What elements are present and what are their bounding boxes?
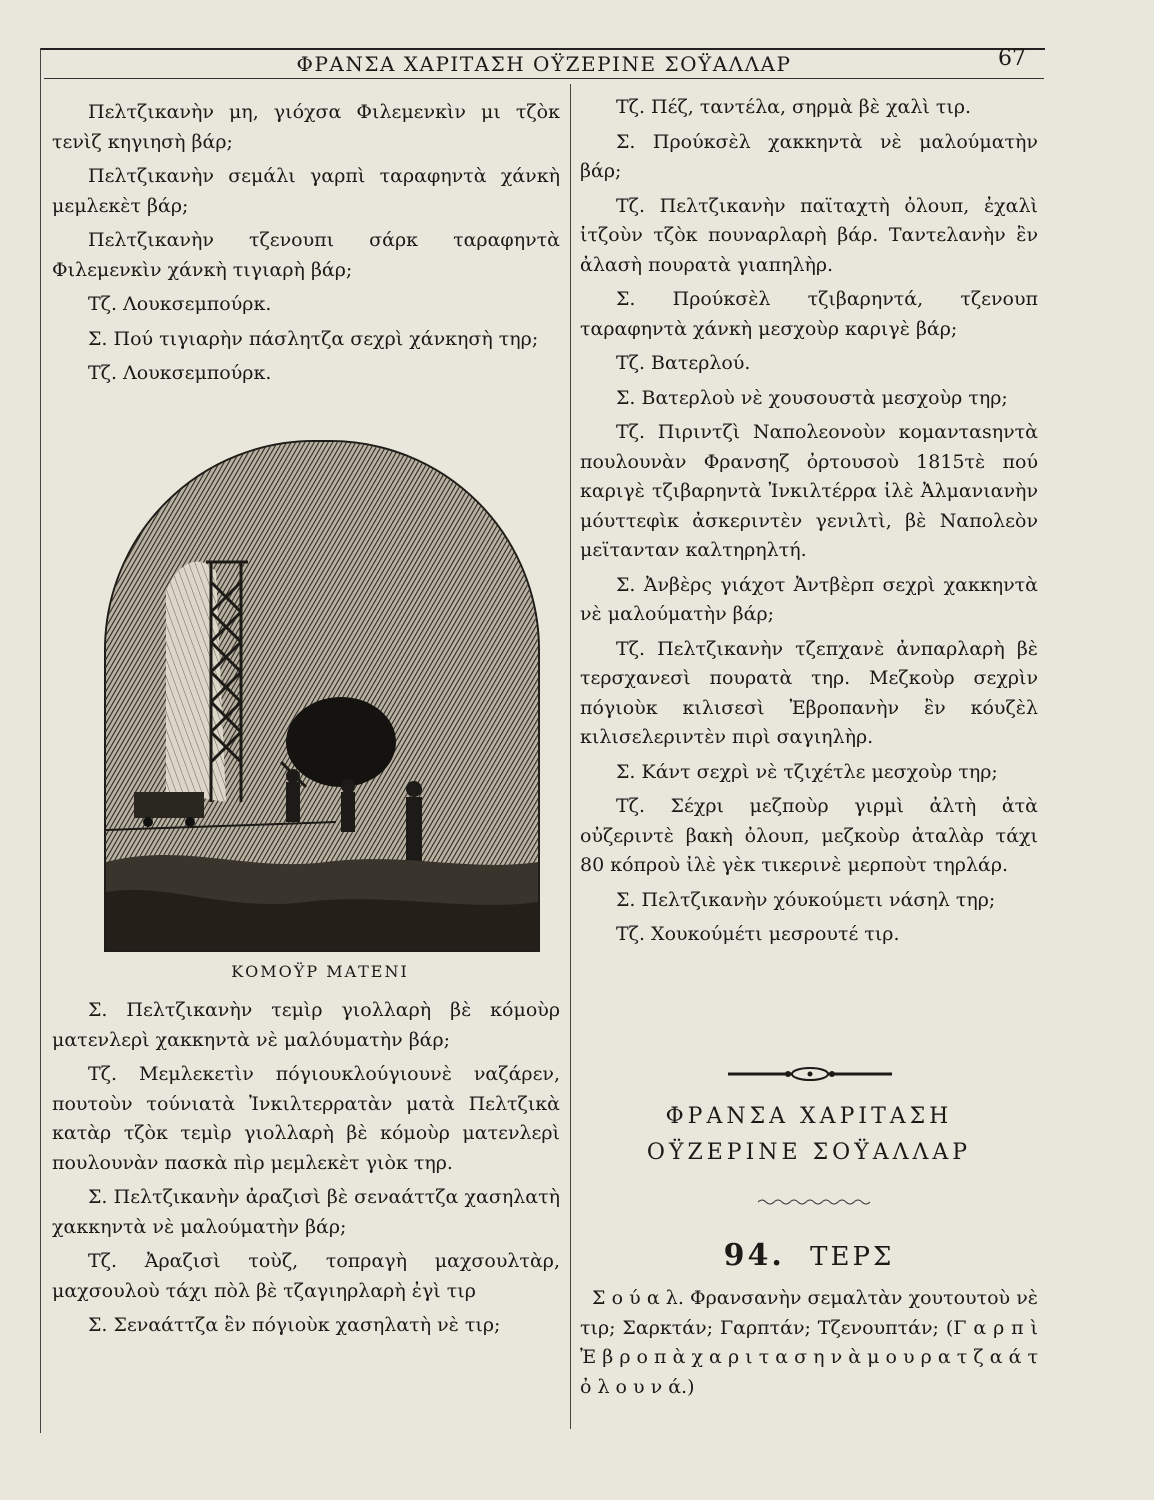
entry-number: 94. [723, 1238, 785, 1273]
paragraph: Τζ. Πελτζικανὴν τζεπχανὲ ἀνπαρλαρὴ βὲ τερσχανεσὶ πουρατὰ τηρ. Μεζκοὺρ σεχρὶν πόγιοὺκ κιλισεσὶ Ἐβροπανὴν ἒν κόυζὲλ κιλισελεριντὲν πιρὶ σαγιηλὴρ. [580, 637, 1038, 748]
paragraph: Τζ. Λουκσεμπούρκ. [88, 293, 272, 315]
paragraph: Πελτζικανὴν μη, γιόχσα Φιλεμενκὶν μι τζὸκ τενὶζ κηγιησὴ βάρ; [52, 101, 560, 153]
left-column-bottom-text [52, 996, 560, 1341]
paragraph: Τζ. Πέζ, ταντέλα, σηρμὰ βὲ χαλὶ τιρ. [616, 96, 972, 118]
paragraph: Σ. Βατερλοὺ νὲ χουσουστὰ μεσχοὺρ τηρ; [616, 386, 1008, 409]
paragraph: Τζ. Μεμλεκετὶν πόγιουκλούγιουνὲ ναζάρεν, πουτοὺν τούνιατὰ Ἰνκιλτερρατὰν ματὰ Πελτζικὰ κατὰρ τζὸκ τεμὶρ γιολλαρὴ βὲ κόμοὺρ ματενλερὶ πουλουνὰν πασκὰ πὶρ μεμλεκὲτ γιὸκ τηρ. [52, 1063, 560, 1174]
page-frame-left-rule [40, 48, 41, 1433]
entry-title: ΤΕΡΣ [810, 1242, 895, 1272]
paragraph: Τζ. Χουκούμέτι μεσρουτέ τιρ. [616, 923, 900, 945]
paragraph: Τζ. Πελτζικανὴν παϊταχτὴ ὀλουπ, ἐχαλὶ ἰτζοὺν τζὸκ πουναρλαρὴ βάρ. Ταντελανὴν ἒν ἀλασὴ πουρατὰ γιαπηλὴρ. [580, 194, 1038, 276]
paragraph: Τζ. Πιριντζὶ Ναπολεονοὺν κομανταsηντὰ πουλουνὰν Φρανσηζ ὀρτουσοὺ 1815τὲ πού καριγὲ τζιβαρηντὰ Ἰνκιλτέρρα ἰλὲ Ἀλμανιανὴν μόυττεφὶκ ἀσκεριντὲν γενιλτὶ, βὲ Ναπολεὸν μεϊτανταν καλτηρηλτή. [580, 421, 1038, 561]
squiggle-divider [758, 1197, 874, 1207]
left-column-top-text [52, 98, 560, 389]
paragraph: Πελτζικανὴν τζενουπι σάρκ ταραφηντὰ Φιλεμενκὶν χάνκὴ τιγιαρὴ βάρ; [52, 229, 560, 281]
paragraph: Τζ. Βατερλού. [616, 352, 751, 374]
page-number: 67 [998, 46, 1026, 71]
paragraph: Τζ. Σέχρι μεζποὺρ γιρμὶ ἀλτὴ ἀτὰ οὐζεριντὲ βακὴ ὀλουπ, μεζκοὺρ ἀταλὰρ τάχι 80 κόπροὺ ἰλὲ γὲκ τικερινὲ μερποὺτ τηρλάρ. [580, 795, 1038, 876]
paragraph: Σ. Κάντ σεχρὶ νὲ τζιχέτλε μεσχοὺρ τηρ; [616, 760, 998, 783]
paragraph: Σ. Πελτζικανὴν ἀραζισὶ βὲ σεναάττζα χασηλατὴ χακκηντὰ νὲ μαλούματὴν βάρ; [52, 1186, 560, 1238]
paragraph: Σ. Πού τιγιαρὴν πάσλητζα σεχρὶ χάνκησὴ τηρ; [88, 327, 539, 350]
column-divider [570, 84, 571, 1429]
paragraph: Τζ. Ἀραζισὶ τοὺζ, τοπραγὴ μαχσουλτὰρ, μαχσουλοὺ τάχι πὸλ βὲ τζαγιηρλαρὴ ἐγὶ τιρ [52, 1250, 560, 1302]
paragraph: Σ. Ἀνβὲρς γιάχοτ Ἀντβὲρπ σεχρὶ χακκηντὰ νὲ μαλούματὴν βάρ; [580, 573, 1038, 625]
paragraph: Σ. Προύκσὲλ χακκηντὰ νὲ μαλούματὴν βάρ; [580, 130, 1038, 182]
paragraph: Σ. Σεναάττζα ἒν πόγιοὺκ χασηλατὴ νὲ τιρ; [88, 1314, 501, 1336]
coal-mine-drawing [106, 442, 538, 950]
paragraph: Σ. Πελτζικανὴν τεμὶρ γιολλαρὴ βὲ κόμοὺρ ματενλερὶ χακκηντὰ νὲ μαλόυματὴν βάρ; [52, 999, 560, 1051]
paragraph: Σ. Πελτζικανὴν χόυκούμετι νάσηλ τηρ; [616, 888, 996, 911]
entry-question: Σ ο ύ α λ. Φρανσανὴν σεμαλτὰν χουτουτοὺ νὲ τιρ; Σαρκτάν; Γαρπτάν; Τζενουπτάν; (Γ α ρ π ὶ Ἐ β ρ ο π ὰ χ α ρ ι τ α σ η ν ὰ μ ο υ ρ α τ ζ α ά τ ὀ λ ο υ ν ά.) [580, 1287, 1038, 1398]
page-frame-top-rule [40, 48, 1045, 50]
paragraph: Σ. Προύκσὲλ τζιβαρηντά, τζενουπ ταραφηντὰ χάνκὴ μεσχοὺρ καριγὲ βάρ; [580, 288, 1038, 340]
coal-mine-engraving [104, 440, 540, 952]
paragraph: Τζ. Λουκσεμπούρκ. [88, 362, 272, 384]
section-title-line-2: ΟΫΖΕΡΙΝΕ ΣΟΫΑΛΛΑΡ [646, 1140, 972, 1165]
right-column-text [580, 93, 1038, 950]
entry-heading [580, 1238, 1038, 1273]
header-rule [44, 78, 1044, 79]
paragraph: Πελτζικανὴν σεμάλι γαρπὶ ταραφηντὰ χάνκὴ μεμλεκὲτ βάρ; [52, 165, 560, 217]
running-title: ΦΡΑΝΣΑ ΧΑΡΙΤΑΣΗ ΟΫΖΕΡΙΝΕ ΣΟΫΑΛΛΑΡ [296, 52, 792, 76]
illustration-caption: ΚΟΜΟΫΡ ΜΑΤΕΝΙ [231, 962, 409, 981]
ornament-divider [728, 1064, 892, 1084]
section-title-line-1: ΦΡΑΝΣΑ ΧΑΡΙΤΑΣΗ [665, 1104, 953, 1129]
